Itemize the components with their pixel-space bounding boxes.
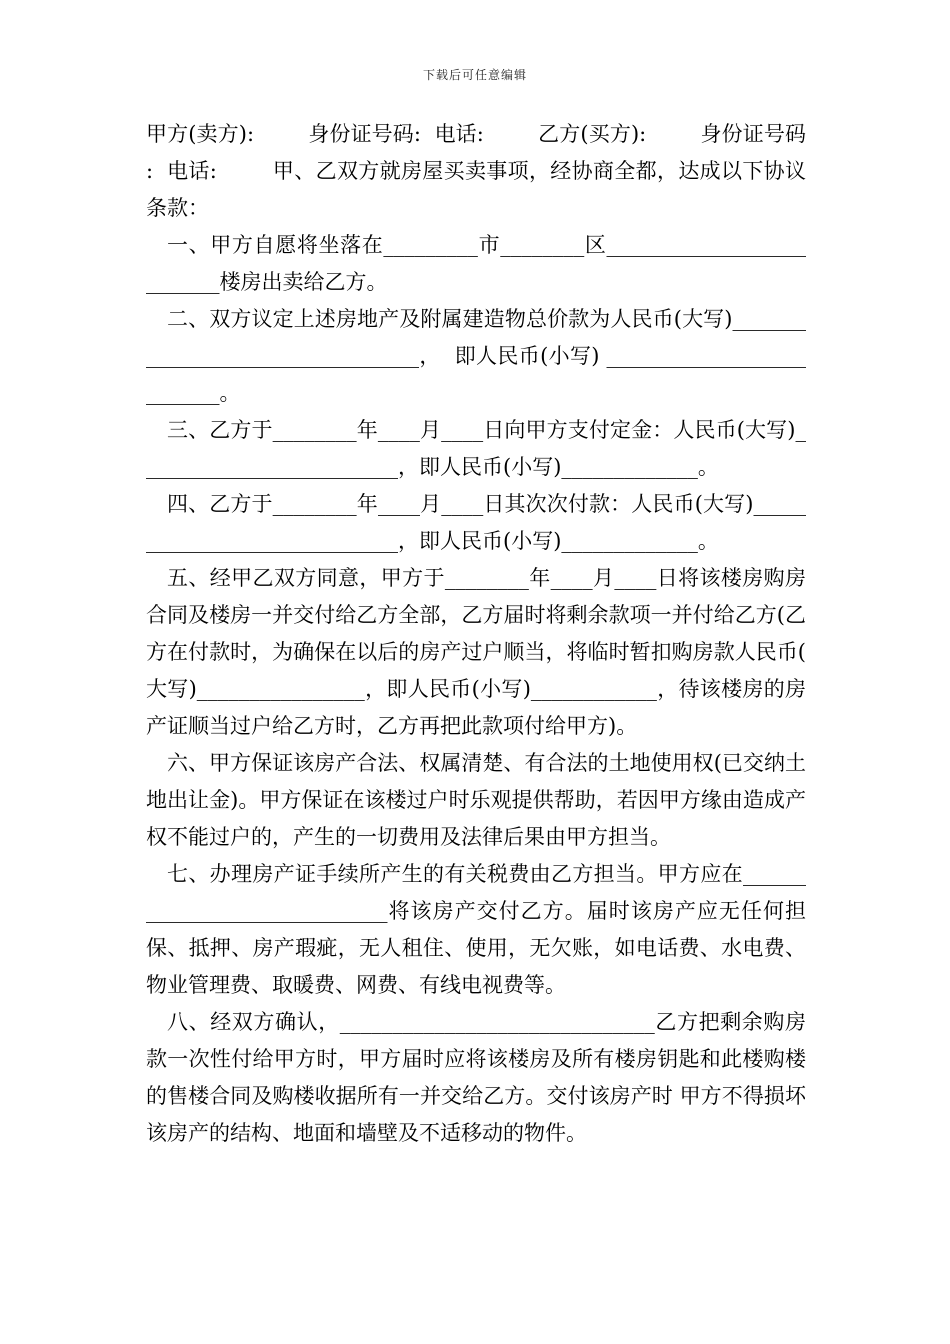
clause-5: 五、经甲乙双方同意，甲方于________年____月____日将该楼房购房合同及楼房一并交付给乙方全部，乙方届时将剩余款项一并付给乙方(乙方在付款时，为确保在以后的房产过户顺当，将临时暂扣购房款人民币(大写)________________，即人民币(小写)____________，待该楼房的房产证顺当过户给乙方时，乙方再把此款项付给甲方)。 xyxy=(146,566,806,738)
clause-8: 八、经双方确认，______________________________乙方把剩余购房款一次性付给甲方时，甲方届时应将该楼房及所有楼房钥匙和此楼购楼的售楼合同及购楼收据所有一并交给乙方。交付该房产时 甲方不得损坏该房产的结构、地面和墙壁及不适移动的物件。 xyxy=(146,1010,806,1145)
clause-1: 一、甲方自愿将坐落在_________市________区__________________________楼房出卖给乙方。 xyxy=(146,233,806,294)
clause-4: 四、乙方于________年____月____日其次次付款：人民币(大写)_____________________________，即人民币(小写)_____________。 xyxy=(146,492,806,553)
clause-3: 三、乙方于________年____月____日向甲方支付定金：人民币(大写)_________________________，即人民币(小写)_____________。 xyxy=(146,418,806,479)
contract-body xyxy=(146,116,806,1152)
clause-7: 七、办理房产证手续所产生的有关税费由乙方担当。甲方应在_____________________________将该房产交付乙方。届时该房产应无任何担保、抵押、房产瑕疵，无人租住、使用，无欠账，如电话费、水电费、物业管理费、取暖费、网费、有线电视费等。 xyxy=(146,862,806,997)
header-note: 下载后可任意编辑 xyxy=(422,68,527,82)
clause-6: 六、甲方保证该房产合法、权属清楚、有合法的土地使用权(已交纳土地出让金)。甲方保证在该楼过户时乐观提供帮助，若因甲方缘由造成产权不能过户的，产生的一切费用及法律后果由甲方担当。 xyxy=(146,751,806,849)
contract-intro: 甲方(卖方): 身份证号码: 电话: 乙方(买方): 身份证号码: 电话: 甲、乙双方就房屋买卖事项，经协商全都，达成以下协议条款： xyxy=(146,122,806,220)
clause-2: 二、双方议定上述房地产及附属建造物总价款为人民币(大写)_________________________________， 即人民币(小写) __________________________。 xyxy=(146,307,806,405)
